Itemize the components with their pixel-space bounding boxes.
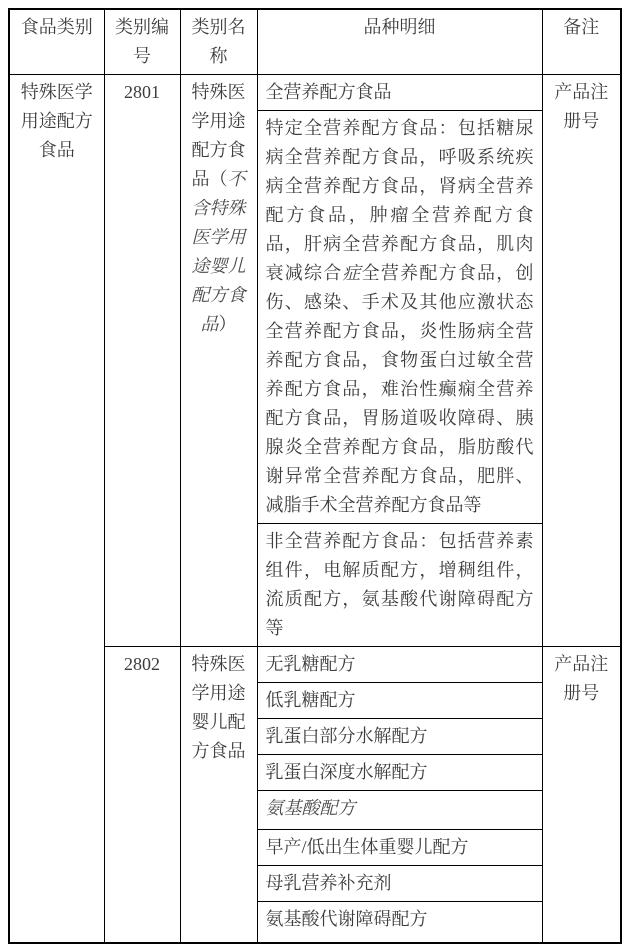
header-row bbox=[9, 9, 621, 75]
header-remark: 备注 bbox=[542, 9, 621, 75]
code-cell-2801: 2801 bbox=[104, 75, 180, 647]
name-2801-main: 特殊医学用途配方食品（ bbox=[191, 82, 246, 189]
specific-item-kaiti-char: 症 bbox=[342, 263, 362, 283]
food-category-table bbox=[8, 8, 622, 944]
name-2801-note: 不含特殊医学用途婴儿配方食品 bbox=[191, 169, 246, 334]
name-cell-2801 bbox=[180, 75, 257, 647]
food-category-cell: 特殊医学用途配方食品 bbox=[9, 75, 104, 943]
item-cell-amino-acid-metabolic-disorder: 氨基酸代谢障碍配方 bbox=[257, 902, 542, 943]
header-food-category: 食品类别 bbox=[9, 9, 104, 75]
name-2801-close: ） bbox=[218, 314, 237, 334]
header-category-name: 类别名称 bbox=[180, 9, 257, 75]
item-cell-specific-full-nutrition bbox=[257, 111, 542, 524]
item-cell-extensively-hydrolyzed: 乳蛋白深度水解配方 bbox=[257, 755, 542, 791]
specific-item-post: 全营养配方食品，创伤、感染、手术及其他应激状态全营养配方食品，炎性肠病全营养配方食品，食物蛋白过敏全营养配方食品，难治性癫痫全营养配方食品，胃肠道吸收障碍、胰腺炎全营养配方食品，脂肪酸代谢异常全营养配方食品，肥胖、减脂手术全营养配方食品等 bbox=[265, 263, 534, 515]
remark-cell-2801: 产品注册号 bbox=[542, 75, 621, 647]
item-cell-low-lactose: 低乳糖配方 bbox=[257, 683, 542, 719]
name-cell-2802: 特殊医学用途婴儿配方食品 bbox=[180, 647, 257, 943]
item-cell-full-nutrition: 全营养配方食品 bbox=[257, 75, 542, 111]
specific-item-pre: 特定全营养配方食品：包括糖尿病全营养配方食品，呼吸系统疾病全营养配方食品，肾病全营养配方食品，肿瘤全营养配方食品，肝病全营养配方食品，肌肉衰减综合 bbox=[265, 118, 534, 283]
item-cell-non-full-nutrition: 非全营养配方食品：包括营养素组件，电解质配方，增稠组件，流质配方，氨基酸代谢障碍配方等 bbox=[257, 524, 542, 647]
table-row bbox=[9, 75, 621, 111]
code-cell-2802: 2802 bbox=[104, 647, 180, 943]
header-variety-detail: 品种明细 bbox=[257, 9, 542, 75]
remark-cell-2802: 产品注册号 bbox=[542, 647, 621, 943]
header-category-code: 类别编号 bbox=[104, 9, 180, 75]
item-cell-preterm-low-birthweight: 早产/低出生体重婴儿配方 bbox=[257, 830, 542, 866]
item-cell-amino-acid-formula: 氨基酸配方 bbox=[257, 791, 542, 830]
item-cell-partially-hydrolyzed: 乳蛋白部分水解配方 bbox=[257, 719, 542, 755]
item-cell-lactose-free: 无乳糖配方 bbox=[257, 647, 542, 683]
item-cell-breastmilk-fortifier: 母乳营养补充剂 bbox=[257, 866, 542, 902]
